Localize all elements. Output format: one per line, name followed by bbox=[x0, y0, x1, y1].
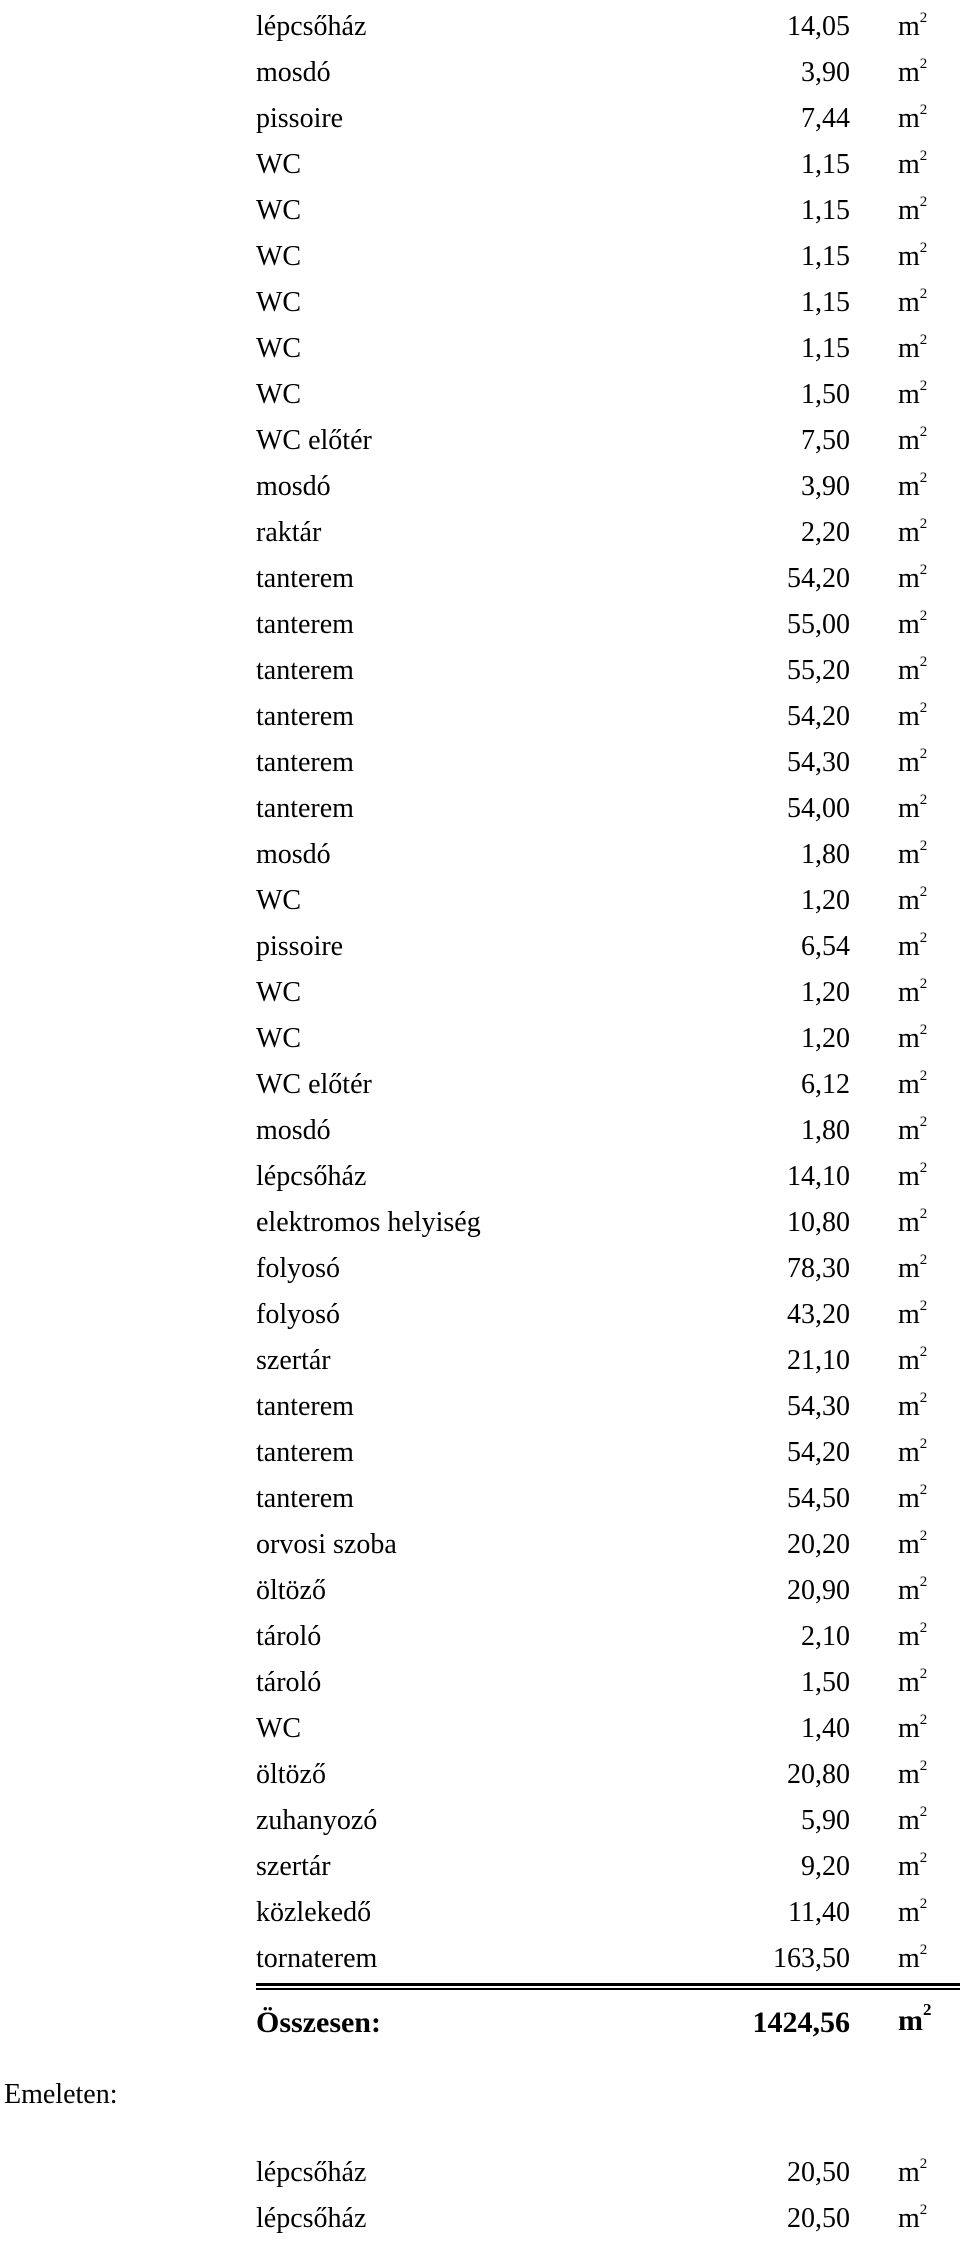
area-unit-base: m bbox=[898, 287, 920, 318]
room-name: lépcsőház bbox=[256, 2157, 367, 2188]
room-name: tornaterem bbox=[256, 1943, 378, 1974]
area-unit bbox=[898, 1338, 927, 1384]
area-unit-exponent: 2 bbox=[919, 1343, 928, 1360]
total-unit-exponent: 2 bbox=[923, 2000, 932, 2019]
area-unit-base: m bbox=[898, 1253, 920, 1284]
room-area: 1,20 bbox=[801, 977, 850, 1008]
room-row bbox=[256, 1706, 936, 1752]
area-unit-exponent: 2 bbox=[919, 1619, 928, 1636]
area-unit-exponent: 2 bbox=[919, 1573, 928, 1590]
room-area: 1,40 bbox=[801, 1713, 850, 1744]
area-unit-base: m bbox=[898, 1437, 920, 1468]
room-name: szertár bbox=[256, 1345, 331, 1376]
room-area: 54,50 bbox=[787, 1483, 850, 1514]
area-unit-base: m bbox=[898, 1345, 920, 1376]
room-name: WC bbox=[256, 241, 302, 272]
room-area: 20,20 bbox=[787, 1529, 850, 1560]
area-unit-exponent: 2 bbox=[919, 1389, 928, 1406]
room-name: WC bbox=[256, 333, 302, 364]
area-unit bbox=[898, 188, 927, 234]
total-unit bbox=[898, 1996, 932, 2046]
room-row bbox=[256, 1752, 936, 1798]
area-unit-base: m bbox=[898, 1759, 920, 1790]
room-name: lépcsőház bbox=[256, 11, 367, 42]
room-row bbox=[256, 234, 936, 280]
area-unit-exponent: 2 bbox=[919, 2155, 928, 2172]
area-unit-exponent: 2 bbox=[919, 1021, 928, 1038]
area-unit bbox=[898, 96, 927, 142]
room-name: WC bbox=[256, 1713, 302, 1744]
area-unit bbox=[898, 510, 927, 556]
room-name: közlekedő bbox=[256, 1897, 372, 1928]
room-name: mosdó bbox=[256, 839, 331, 870]
room-area: 1,50 bbox=[801, 1667, 850, 1698]
room-row bbox=[256, 142, 936, 188]
area-unit-base: m bbox=[898, 471, 920, 502]
room-row bbox=[256, 464, 936, 510]
area-unit-base: m bbox=[898, 609, 920, 640]
area-unit-base: m bbox=[898, 1713, 920, 1744]
room-row bbox=[256, 1200, 936, 1246]
room-name: mosdó bbox=[256, 57, 331, 88]
room-area: 55,20 bbox=[787, 655, 850, 686]
area-unit-exponent: 2 bbox=[919, 377, 928, 394]
upper-floor-room-area-table bbox=[256, 2150, 936, 2242]
area-unit-exponent: 2 bbox=[919, 101, 928, 118]
area-unit-base: m bbox=[898, 425, 920, 456]
room-row bbox=[256, 1476, 936, 1522]
area-unit bbox=[898, 234, 927, 280]
area-unit bbox=[898, 740, 927, 786]
area-unit bbox=[898, 1660, 927, 1706]
room-area: 9,20 bbox=[801, 1851, 850, 1882]
room-area: 6,12 bbox=[801, 1069, 850, 1100]
room-area: 1,50 bbox=[801, 379, 850, 410]
room-row bbox=[256, 1660, 936, 1706]
room-area: 43,20 bbox=[787, 1299, 850, 1330]
room-area: 2,20 bbox=[801, 517, 850, 548]
room-row bbox=[256, 280, 936, 326]
room-area: 14,05 bbox=[787, 11, 850, 42]
area-unit bbox=[898, 1568, 927, 1614]
room-name: tanterem bbox=[256, 655, 354, 686]
area-unit-base: m bbox=[898, 563, 920, 594]
room-row bbox=[256, 1246, 936, 1292]
area-unit bbox=[898, 1430, 927, 1476]
room-row bbox=[256, 326, 936, 372]
area-unit bbox=[898, 2196, 927, 2242]
room-name: öltöző bbox=[256, 1575, 326, 1606]
area-unit-exponent: 2 bbox=[919, 285, 928, 302]
area-unit-exponent: 2 bbox=[919, 1435, 928, 1452]
room-area: 20,50 bbox=[787, 2203, 850, 2234]
room-name: tanterem bbox=[256, 1483, 354, 1514]
room-name: pissoire bbox=[256, 931, 344, 962]
area-unit-base: m bbox=[898, 2157, 920, 2188]
room-area-table bbox=[256, 4, 936, 1982]
area-unit-exponent: 2 bbox=[919, 1803, 928, 1820]
room-area: 78,30 bbox=[787, 1253, 850, 1284]
area-unit bbox=[898, 1752, 927, 1798]
area-unit-exponent: 2 bbox=[919, 883, 928, 900]
area-unit-exponent: 2 bbox=[919, 423, 928, 440]
area-unit-exponent: 2 bbox=[919, 1113, 928, 1130]
total-label: Összesen: bbox=[256, 2006, 381, 2039]
area-unit-exponent: 2 bbox=[919, 1067, 928, 1084]
area-unit-exponent: 2 bbox=[919, 1895, 928, 1912]
room-row bbox=[256, 1844, 936, 1890]
room-area: 54,30 bbox=[787, 747, 850, 778]
area-unit bbox=[898, 1292, 927, 1338]
area-unit-base: m bbox=[898, 1667, 920, 1698]
area-unit bbox=[898, 1936, 927, 1982]
area-unit-base: m bbox=[898, 839, 920, 870]
area-unit bbox=[898, 694, 927, 740]
room-area: 14,10 bbox=[787, 1161, 850, 1192]
room-name: folyosó bbox=[256, 1253, 340, 1284]
room-area: 7,44 bbox=[801, 103, 850, 134]
room-row bbox=[256, 188, 936, 234]
area-unit-exponent: 2 bbox=[919, 1251, 928, 1268]
room-name: tanterem bbox=[256, 563, 354, 594]
room-name: WC bbox=[256, 1023, 302, 1054]
area-unit bbox=[898, 1154, 927, 1200]
room-name: tanterem bbox=[256, 701, 354, 732]
area-unit bbox=[898, 142, 927, 188]
room-area: 11,40 bbox=[788, 1897, 850, 1928]
room-name: tanterem bbox=[256, 609, 354, 640]
room-name: lépcsőház bbox=[256, 1161, 367, 1192]
area-unit-exponent: 2 bbox=[919, 2201, 928, 2218]
area-unit bbox=[898, 556, 927, 602]
area-unit-base: m bbox=[898, 1161, 920, 1192]
room-area: 6,54 bbox=[801, 931, 850, 962]
area-unit bbox=[898, 1522, 927, 1568]
total-unit-base: m bbox=[898, 2004, 923, 2037]
area-unit bbox=[898, 418, 927, 464]
room-row bbox=[256, 1614, 936, 1660]
area-unit bbox=[898, 464, 927, 510]
area-unit bbox=[898, 832, 927, 878]
area-unit-base: m bbox=[898, 1529, 920, 1560]
area-unit bbox=[898, 372, 927, 418]
area-unit-base: m bbox=[898, 701, 920, 732]
room-row bbox=[256, 372, 936, 418]
room-row bbox=[256, 96, 936, 142]
room-row bbox=[256, 602, 936, 648]
area-unit-exponent: 2 bbox=[919, 193, 928, 210]
area-unit-exponent: 2 bbox=[919, 929, 928, 946]
room-row bbox=[256, 786, 936, 832]
room-row bbox=[256, 1292, 936, 1338]
area-unit bbox=[898, 1062, 927, 1108]
room-name: zuhanyozó bbox=[256, 1805, 378, 1836]
room-name: tanterem bbox=[256, 1437, 354, 1468]
room-row bbox=[256, 924, 936, 970]
room-area: 1,80 bbox=[801, 1115, 850, 1146]
room-row bbox=[256, 878, 936, 924]
area-unit-base: m bbox=[898, 195, 920, 226]
room-row bbox=[256, 1062, 936, 1108]
room-area: 1,15 bbox=[801, 241, 850, 272]
area-unit-exponent: 2 bbox=[919, 1757, 928, 1774]
room-area: 54,20 bbox=[787, 701, 850, 732]
area-unit-exponent: 2 bbox=[919, 699, 928, 716]
room-area: 54,00 bbox=[787, 793, 850, 824]
room-name: tároló bbox=[256, 1621, 322, 1652]
room-row bbox=[256, 1798, 936, 1844]
room-name: mosdó bbox=[256, 471, 331, 502]
total-row bbox=[256, 1998, 936, 2048]
room-row bbox=[256, 2150, 936, 2196]
area-unit-base: m bbox=[898, 379, 920, 410]
room-area: 163,50 bbox=[773, 1943, 850, 1974]
area-unit-base: m bbox=[898, 747, 920, 778]
area-unit-base: m bbox=[898, 1943, 920, 1974]
room-area: 5,90 bbox=[801, 1805, 850, 1836]
area-unit-base: m bbox=[898, 1299, 920, 1330]
area-unit bbox=[898, 280, 927, 326]
area-unit bbox=[898, 1798, 927, 1844]
area-unit bbox=[898, 326, 927, 372]
room-name: WC bbox=[256, 977, 302, 1008]
area-unit-exponent: 2 bbox=[919, 1711, 928, 1728]
room-area: 54,20 bbox=[787, 563, 850, 594]
room-row bbox=[256, 648, 936, 694]
room-area: 3,90 bbox=[801, 471, 850, 502]
room-name: mosdó bbox=[256, 1115, 331, 1146]
room-area: 54,20 bbox=[787, 1437, 850, 1468]
area-unit-base: m bbox=[898, 333, 920, 364]
area-unit bbox=[898, 50, 927, 96]
room-row bbox=[256, 1016, 936, 1062]
room-name: tanterem bbox=[256, 1391, 354, 1422]
area-unit-base: m bbox=[898, 2203, 920, 2234]
room-name: raktár bbox=[256, 517, 322, 548]
area-unit bbox=[898, 1844, 927, 1890]
room-area: 1,80 bbox=[801, 839, 850, 870]
area-unit-exponent: 2 bbox=[919, 561, 928, 578]
area-unit-base: m bbox=[898, 241, 920, 272]
area-unit bbox=[898, 878, 927, 924]
room-row bbox=[256, 2196, 936, 2242]
room-name: folyosó bbox=[256, 1299, 340, 1330]
area-unit-exponent: 2 bbox=[919, 1849, 928, 1866]
area-unit-base: m bbox=[898, 793, 920, 824]
room-name: lépcsőház bbox=[256, 2203, 367, 2234]
room-area: 20,80 bbox=[787, 1759, 850, 1790]
room-name: tároló bbox=[256, 1667, 322, 1698]
area-unit-base: m bbox=[898, 103, 920, 134]
room-name: tanterem bbox=[256, 747, 354, 778]
area-unit bbox=[898, 786, 927, 832]
room-row bbox=[256, 1568, 936, 1614]
room-row bbox=[256, 1338, 936, 1384]
room-area: 7,50 bbox=[801, 425, 850, 456]
area-unit bbox=[898, 924, 927, 970]
area-unit-base: m bbox=[898, 149, 920, 180]
area-unit-base: m bbox=[898, 1391, 920, 1422]
area-unit bbox=[898, 1706, 927, 1752]
room-row bbox=[256, 556, 936, 602]
room-area: 20,50 bbox=[787, 2157, 850, 2188]
room-name: öltöző bbox=[256, 1759, 326, 1790]
area-unit-base: m bbox=[898, 1023, 920, 1054]
area-unit-base: m bbox=[898, 1069, 920, 1100]
area-unit-base: m bbox=[898, 655, 920, 686]
area-unit bbox=[898, 1108, 927, 1154]
room-name: pissoire bbox=[256, 103, 344, 134]
area-unit-exponent: 2 bbox=[919, 653, 928, 670]
section-label-upper-floor: Emeleten: bbox=[4, 2079, 118, 2110]
room-row bbox=[256, 970, 936, 1016]
room-name: WC előtér bbox=[256, 425, 372, 456]
room-name: WC bbox=[256, 885, 302, 916]
room-row bbox=[256, 1890, 936, 1936]
room-area: 54,30 bbox=[787, 1391, 850, 1422]
room-row bbox=[256, 694, 936, 740]
area-unit bbox=[898, 1890, 927, 1936]
room-area: 55,00 bbox=[787, 609, 850, 640]
room-name: WC előtér bbox=[256, 1069, 372, 1100]
room-name: elektromos helyiség bbox=[256, 1207, 481, 1238]
area-unit-exponent: 2 bbox=[919, 1481, 928, 1498]
area-unit-base: m bbox=[898, 1897, 920, 1928]
area-unit-exponent: 2 bbox=[919, 147, 928, 164]
area-unit-exponent: 2 bbox=[919, 1159, 928, 1176]
room-row bbox=[256, 740, 936, 786]
room-row bbox=[256, 1384, 936, 1430]
room-row bbox=[256, 1522, 936, 1568]
area-unit-base: m bbox=[898, 1115, 920, 1146]
area-unit bbox=[898, 1384, 927, 1430]
area-unit-exponent: 2 bbox=[919, 1205, 928, 1222]
room-row bbox=[256, 1430, 936, 1476]
area-unit bbox=[898, 1476, 927, 1522]
room-row bbox=[256, 4, 936, 50]
room-area: 2,10 bbox=[801, 1621, 850, 1652]
total-double-rule bbox=[256, 1983, 960, 1990]
area-unit-base: m bbox=[898, 931, 920, 962]
area-unit-base: m bbox=[898, 977, 920, 1008]
room-name: orvosi szoba bbox=[256, 1529, 397, 1560]
room-name: szertár bbox=[256, 1851, 331, 1882]
room-area: 1,15 bbox=[801, 333, 850, 364]
area-unit bbox=[898, 1614, 927, 1660]
area-unit-base: m bbox=[898, 885, 920, 916]
room-row bbox=[256, 1108, 936, 1154]
area-unit-exponent: 2 bbox=[919, 791, 928, 808]
room-area: 20,90 bbox=[787, 1575, 850, 1606]
area-unit-exponent: 2 bbox=[919, 1527, 928, 1544]
room-row bbox=[256, 1154, 936, 1200]
room-area: 10,80 bbox=[787, 1207, 850, 1238]
room-area: 1,15 bbox=[801, 287, 850, 318]
area-unit-base: m bbox=[898, 1207, 920, 1238]
room-area: 1,15 bbox=[801, 195, 850, 226]
area-unit-exponent: 2 bbox=[919, 239, 928, 256]
area-unit bbox=[898, 1200, 927, 1246]
area-unit bbox=[898, 1016, 927, 1062]
area-unit-exponent: 2 bbox=[919, 745, 928, 762]
area-unit bbox=[898, 648, 927, 694]
area-unit bbox=[898, 970, 927, 1016]
room-area: 3,90 bbox=[801, 57, 850, 88]
area-unit-exponent: 2 bbox=[919, 55, 928, 72]
area-unit-base: m bbox=[898, 517, 920, 548]
area-unit-exponent: 2 bbox=[919, 607, 928, 624]
area-unit-exponent: 2 bbox=[919, 1665, 928, 1682]
room-area: 1,15 bbox=[801, 149, 850, 180]
area-unit-base: m bbox=[898, 1851, 920, 1882]
area-unit-exponent: 2 bbox=[919, 515, 928, 532]
room-name: WC bbox=[256, 287, 302, 318]
area-unit bbox=[898, 1246, 927, 1292]
area-unit-exponent: 2 bbox=[919, 1941, 928, 1958]
area-unit bbox=[898, 4, 927, 50]
room-row bbox=[256, 50, 936, 96]
area-unit-base: m bbox=[898, 1483, 920, 1514]
area-unit-exponent: 2 bbox=[919, 9, 928, 26]
area-unit-base: m bbox=[898, 57, 920, 88]
room-row bbox=[256, 1936, 936, 1982]
area-unit-base: m bbox=[898, 11, 920, 42]
area-unit bbox=[898, 2150, 927, 2196]
area-unit-base: m bbox=[898, 1575, 920, 1606]
room-name: tanterem bbox=[256, 793, 354, 824]
area-unit bbox=[898, 602, 927, 648]
room-row bbox=[256, 418, 936, 464]
room-name: WC bbox=[256, 379, 302, 410]
area-unit-base: m bbox=[898, 1621, 920, 1652]
room-area: 21,10 bbox=[787, 1345, 850, 1376]
area-unit-exponent: 2 bbox=[919, 469, 928, 486]
total-area: 1424,56 bbox=[752, 2006, 850, 2039]
area-unit-exponent: 2 bbox=[919, 331, 928, 348]
room-row bbox=[256, 832, 936, 878]
area-unit-exponent: 2 bbox=[919, 1297, 928, 1314]
room-name: WC bbox=[256, 195, 302, 226]
area-unit-exponent: 2 bbox=[919, 975, 928, 992]
room-name: WC bbox=[256, 149, 302, 180]
area-unit-exponent: 2 bbox=[919, 837, 928, 854]
room-area: 1,20 bbox=[801, 1023, 850, 1054]
room-row bbox=[256, 510, 936, 556]
area-unit-base: m bbox=[898, 1805, 920, 1836]
room-area: 1,20 bbox=[801, 885, 850, 916]
